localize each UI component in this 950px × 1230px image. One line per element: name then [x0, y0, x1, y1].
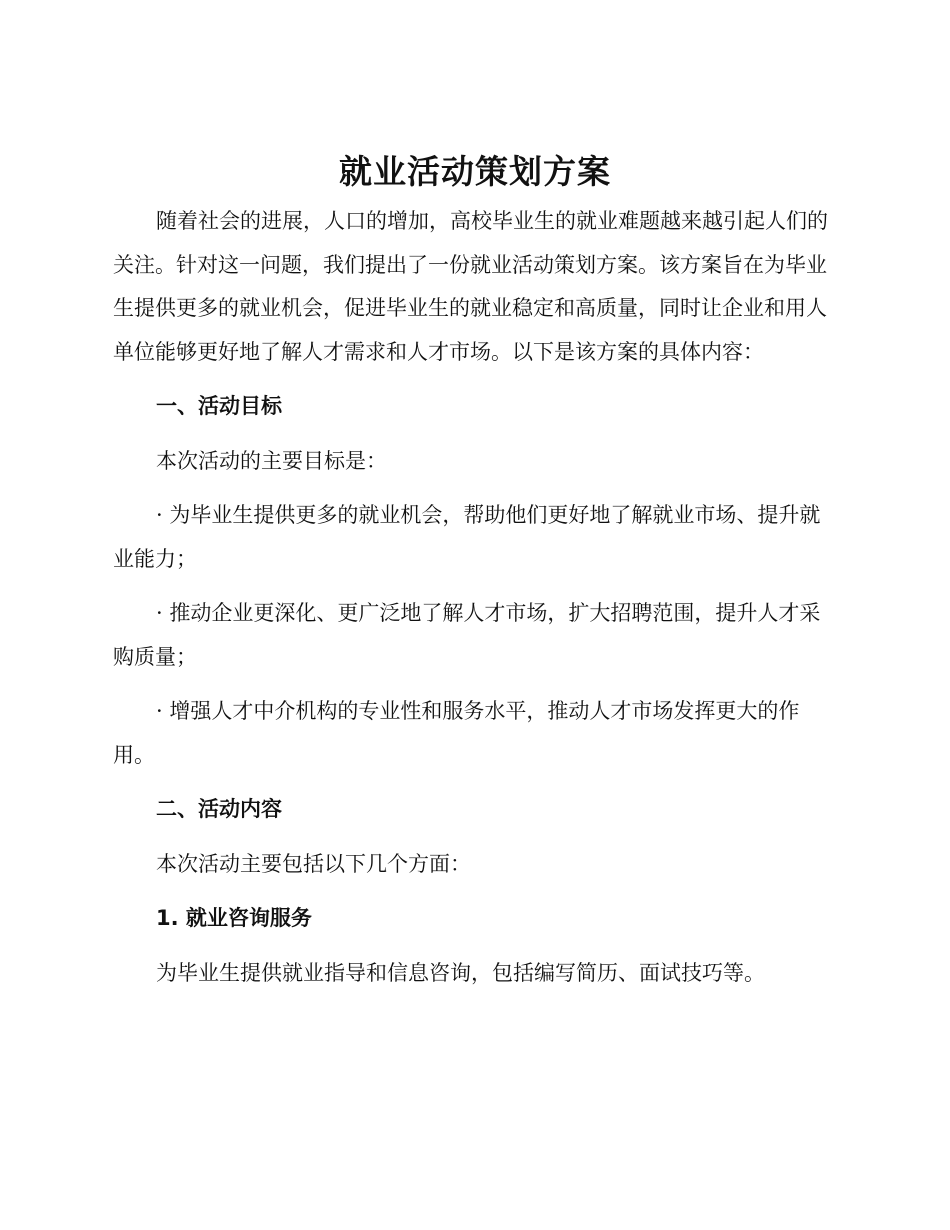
goal-bullet: · 为毕业生提供更多的就业机会，帮助他们更好地了解就业市场、提升就业能力； — [113, 503, 821, 571]
goal-bullet: · 增强人才中介机构的专业性和服务水平，推动人才市场发挥更大的作用。 — [113, 699, 800, 767]
content-lead: 本次活动主要包括以下几个方面： — [156, 851, 471, 876]
section-heading-content: 二、活动内容 — [156, 797, 282, 821]
document-body — [113, 200, 831, 995]
intro-paragraph: 随着社会的进展，人口的增加，高校毕业生的就业难题越来越引起人们的关注。针对这一问题，我们提出了一份就业活动策划方案。该方案旨在为毕业生提供更多的就业机会，促进毕业生的就业稳定和高质量，同时让企业和用人单位能够更好地了解人才需求和人才市场。以下是该方案的具体内容： — [113, 209, 828, 364]
consulting-body: 为毕业生提供就业指导和信息咨询，包括编写简历、面试技巧等。 — [156, 960, 765, 985]
goals-lead: 本次活动的主要目标是： — [156, 448, 387, 473]
subsection-heading-consulting: 1. 就业咨询服务 — [156, 906, 312, 930]
goal-bullet: · 推动企业更深化、更广泛地了解人才市场，扩大招聘范围，提升人才采购质量； — [113, 601, 821, 669]
section-heading-goals: 一、活动目标 — [156, 394, 282, 418]
document-title: 就业活动策划方案 — [339, 152, 611, 191]
